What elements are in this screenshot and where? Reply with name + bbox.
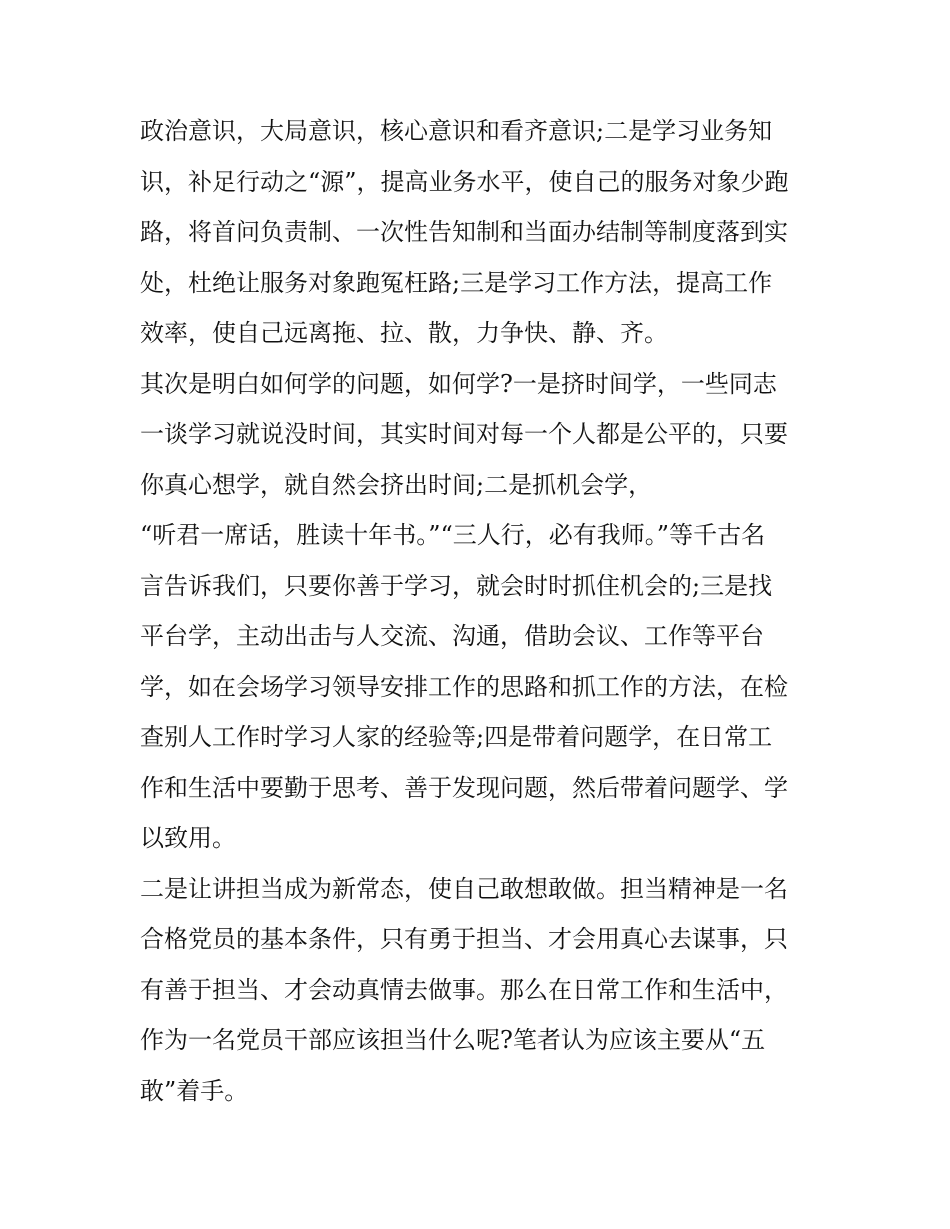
text-line: 平台学，主动出击与人交流、沟通，借助会议、工作等平台 bbox=[140, 622, 764, 650]
text-line: 合格党员的基本条件，只有勇于担当、才会用真心去谋事，只 bbox=[140, 925, 788, 953]
text-line: 敢”着手。 bbox=[140, 1076, 249, 1105]
text-line: 其次是明白如何学的问题，如何学?一是挤时间学，一些同志 bbox=[140, 369, 777, 398]
text-line: 有善于担当、才会动真情去做事。那么在日常工作和生活中， bbox=[140, 975, 788, 1004]
text-line: 学，如在会场学习领导安排工作的思路和抓工作的方法，在检 bbox=[140, 672, 788, 701]
text-line: 以致用。 bbox=[140, 824, 236, 852]
text-line: 一谈学习就说没时间，其实时间对每一个人都是公平的，只要 bbox=[140, 420, 788, 448]
document-body bbox=[140, 106, 830, 1116]
text-line: 识，补足行动之“源”，提高业务水平，使自己的服务对象少跑 bbox=[140, 167, 789, 196]
text-line: 处，杜绝让服务对象跑冤枉路;三是学习工作方法，提高工作 bbox=[140, 268, 773, 297]
text-line: “听君一席话，胜读十年书。”“三人行，必有我师。”等千古名 bbox=[140, 521, 766, 549]
text-line: 你真心想学，就自然会挤出时间;二是抓机会学， bbox=[140, 470, 653, 499]
text-line: 路，将首问负责制、一次性告知制和当面办结制等制度落到实 bbox=[140, 218, 788, 246]
text-line: 言告诉我们，只要你善于学习，就会时时抓住机会的;三是找 bbox=[140, 571, 773, 600]
text-line: 效率，使自己远离拖、拉、散，力争快、静、齐。 bbox=[140, 319, 668, 347]
text-line: 政治意识，大局意识，核心意识和看齐意识;二是学习业务知 bbox=[140, 117, 773, 145]
text-line: 作为一名党员干部应该担当什么呢?笔者认为应该主要从“五 bbox=[140, 1026, 766, 1054]
text-line: 查别人工作时学习人家的经验等;四是带着问题学，在日常工 bbox=[140, 723, 773, 751]
text-line: 作和生活中要勤于思考、善于发现问题，然后带着问题学、学 bbox=[140, 773, 788, 802]
text-line: 二是让讲担当成为新常态，使自己敢想敢做。担当精神是一名 bbox=[140, 874, 788, 903]
